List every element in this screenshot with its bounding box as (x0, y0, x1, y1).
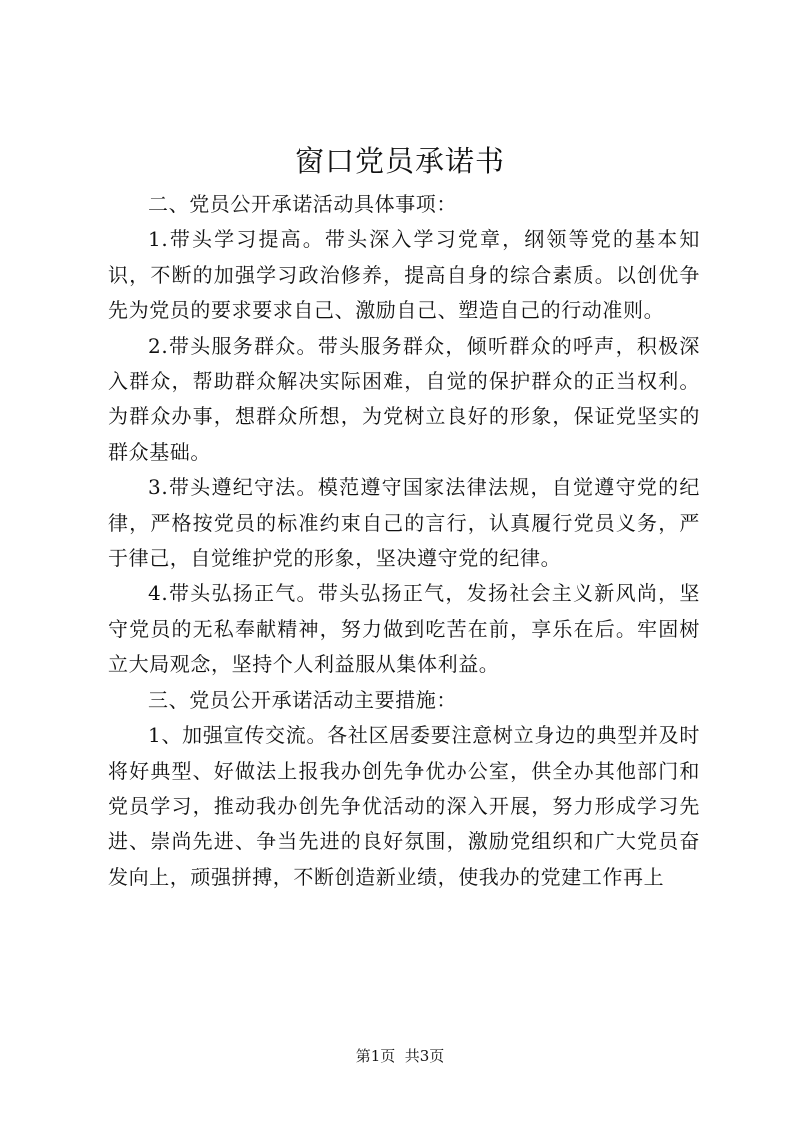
page-footer (0, 1046, 800, 1066)
document-title: 窗口党员承诺书 (294, 144, 505, 178)
paragraph-item-3: 3.带头遵纪守法。模范遵守国家法律法规，自觉遵守党的纪律，严格按党员的标准约束自己的言行，认真履行党员义务，严于律己，自觉维护党的形象，坚决遵守党的纪律。 (108, 475, 700, 571)
page-number: 第1页 共3页 (355, 1047, 445, 1065)
paragraph-item-1: 1.带头学习提高。带头深入学习党章，纲领等党的基本知识，不断的加强学习政治修养，提高自身的综合素质。以创优争先为党员的要求要求自己、激励自己、塑造自己的行动准则。 (108, 227, 700, 323)
section-heading-2: 二、党员公开承诺活动具体事项： (148, 192, 457, 216)
paragraph-item-4: 4.带头弘扬正气。带头弘扬正气，发扬社会主义新风尚，坚守党员的无私奉献精神，努力做到吃苦在前，享乐在后。牢固树立大局观念，坚持个人利益服从集体利益。 (108, 581, 700, 677)
paragraph-measure-1: 1、加强宣传交流。各社区居委要注意树立身边的典型并及时将好典型、好做法上报我办创先争优办公室，供全办其他部门和党员学习，推动我办创先争优活动的深入开展，努力形成学习先进、崇尚先进、争当先进的良好氛围，激励党组织和广大党员奋发向上，顽强拼搏，不断创造新业绩，使我办的党建工作再上 (108, 723, 700, 889)
paragraph-item-2: 2.带头服务群众。带头服务群众，倾听群众的呼声，积极深入群众，帮助群众解决实际困难，自觉的保护群众的正当权利。为群众办事，想群众所想，为党树立良好的形象，保证党坚实的群众基础。 (108, 333, 700, 464)
document-body (108, 187, 700, 895)
section-heading-3: 三、党员公开承诺活动主要措施： (148, 687, 457, 712)
